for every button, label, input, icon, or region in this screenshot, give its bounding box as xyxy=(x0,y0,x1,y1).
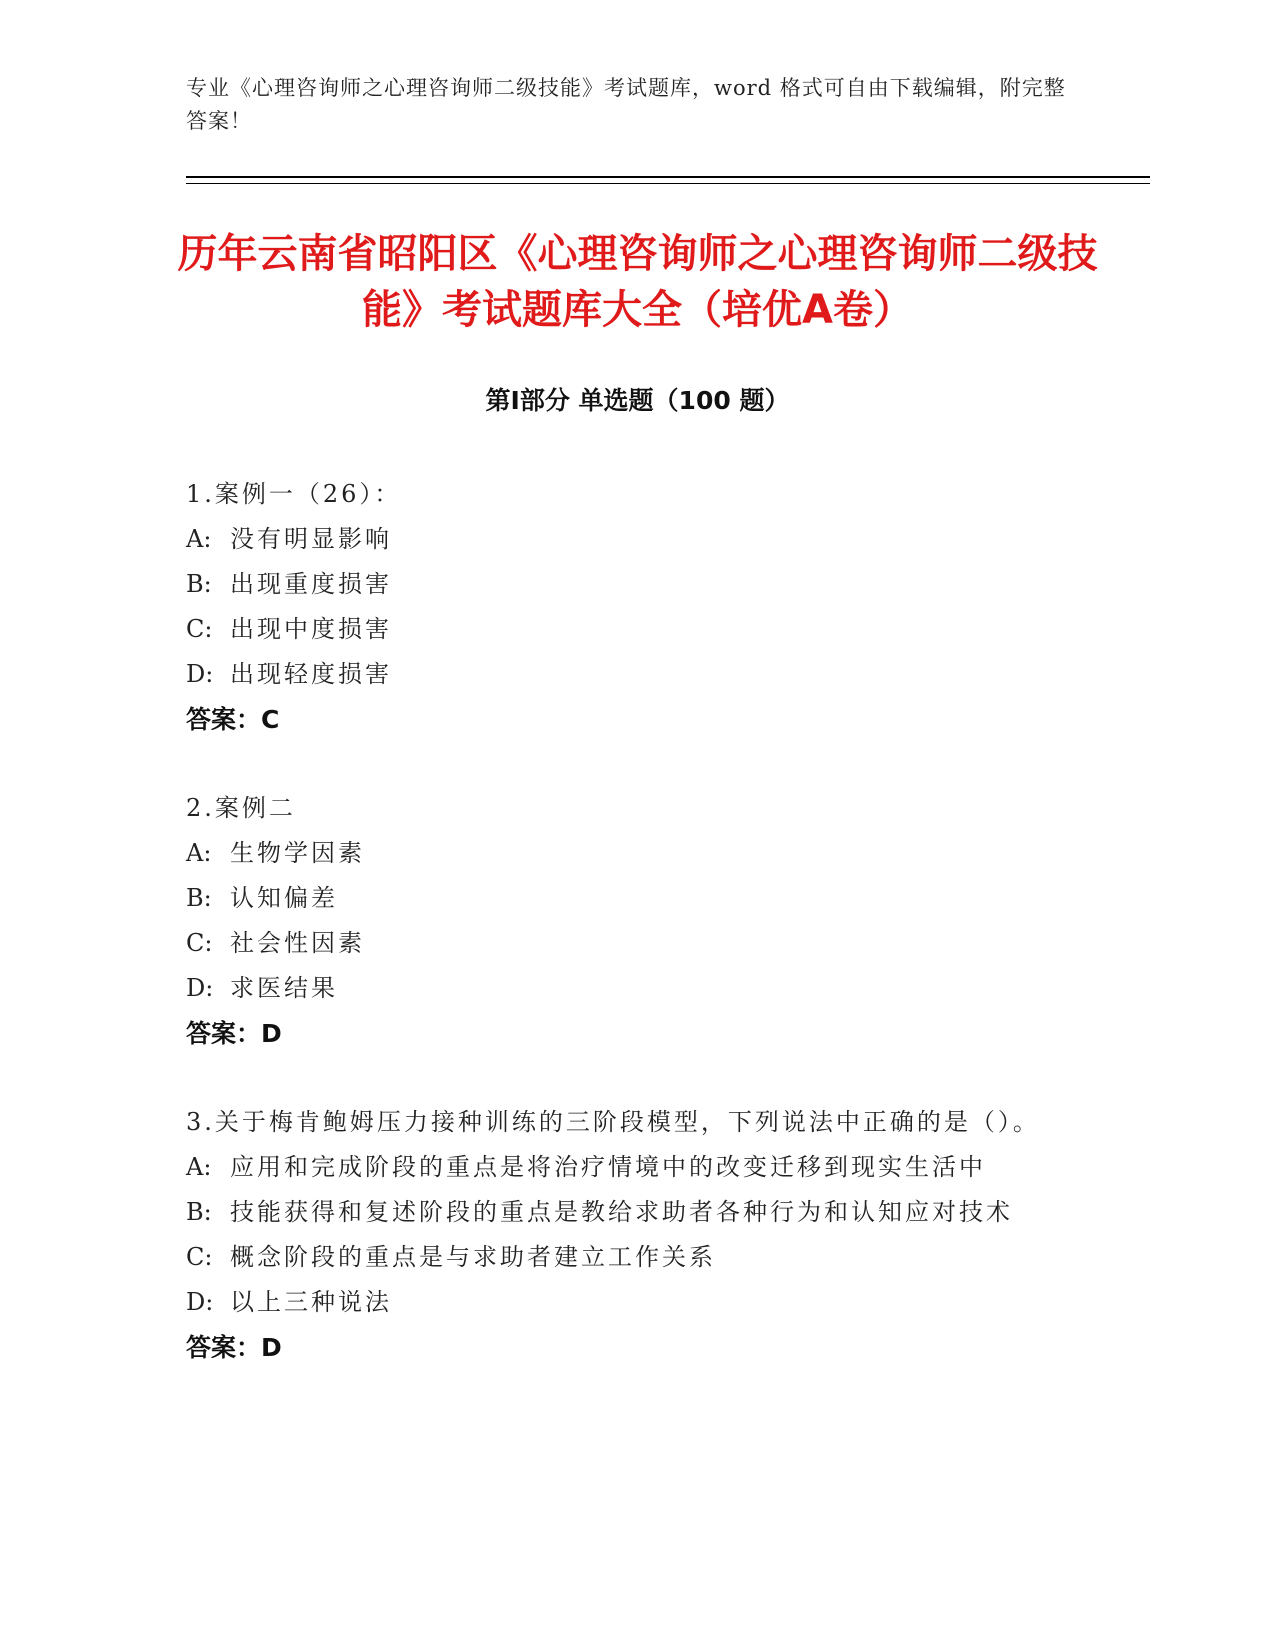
option-text: 出现轻度损害 xyxy=(230,660,392,688)
option-text: 技能获得和复述阶段的重点是教给求助者各种行为和认知应对技术 xyxy=(230,1198,1013,1226)
option-b xyxy=(186,1190,1086,1235)
option-d xyxy=(186,1280,1086,1325)
header-divider-thin xyxy=(186,183,1150,184)
section-title: 第Ⅰ部分 单选题（100 题） xyxy=(485,386,790,415)
option-key: C: xyxy=(186,1243,213,1271)
option-key: B: xyxy=(186,884,212,912)
option-a xyxy=(186,831,1086,876)
header-divider-thick xyxy=(186,176,1150,178)
option-text: 以上三种说法 xyxy=(230,1288,392,1316)
option-b xyxy=(186,562,1086,607)
option-a xyxy=(186,517,1086,562)
option-key: D: xyxy=(186,660,214,688)
answer-line: 答案：D xyxy=(186,1333,282,1362)
option-text: 出现重度损害 xyxy=(230,570,392,598)
option-c xyxy=(186,921,1086,966)
option-d xyxy=(186,652,1086,697)
question-2 xyxy=(186,786,1086,1056)
option-c xyxy=(186,607,1086,652)
option-text: 应用和完成阶段的重点是将治疗情境中的改变迁移到现实生活中 xyxy=(230,1153,986,1181)
option-key: B: xyxy=(186,1198,212,1226)
option-key: A: xyxy=(186,1153,212,1181)
option-key: D: xyxy=(186,1288,214,1316)
answer-line: 答案：C xyxy=(186,705,280,734)
question-stem: 3.关于梅肯鲍姆压力接种训练的三阶段模型，下列说法中正确的是（）。 xyxy=(186,1108,1040,1136)
question-3 xyxy=(186,1100,1086,1370)
option-text: 认知偏差 xyxy=(230,884,338,912)
option-key: A: xyxy=(186,525,212,553)
option-key: C: xyxy=(186,929,213,957)
option-text: 概念阶段的重点是与求助者建立工作关系 xyxy=(230,1243,716,1271)
document-title: 历年云南省昭阳区《心理咨询师之心理咨询师二级技能》考试题库大全（培优A卷） xyxy=(177,231,1098,333)
option-key: D: xyxy=(186,974,214,1002)
option-key: C: xyxy=(186,615,213,643)
option-key: A: xyxy=(186,839,212,867)
option-key: B: xyxy=(186,570,212,598)
option-text: 求医结果 xyxy=(230,974,338,1002)
option-text: 没有明显影响 xyxy=(230,525,392,553)
option-text: 社会性因素 xyxy=(230,929,365,957)
question-1 xyxy=(186,472,1086,742)
option-text: 出现中度损害 xyxy=(230,615,392,643)
option-b xyxy=(186,876,1086,921)
question-stem: 1.案例一（26）： xyxy=(186,480,402,508)
header-note: 专业《心理咨询师之心理咨询师二级技能》考试题库，word 格式可自由下载编辑，附完整答案！ xyxy=(186,76,1066,133)
option-c xyxy=(186,1235,1086,1280)
answer-line: 答案：D xyxy=(186,1019,282,1048)
option-d xyxy=(186,966,1086,1011)
option-a xyxy=(186,1145,1086,1190)
question-list xyxy=(186,472,1086,1414)
option-text: 生物学因素 xyxy=(230,839,365,867)
question-stem: 2.案例二 xyxy=(186,794,296,822)
